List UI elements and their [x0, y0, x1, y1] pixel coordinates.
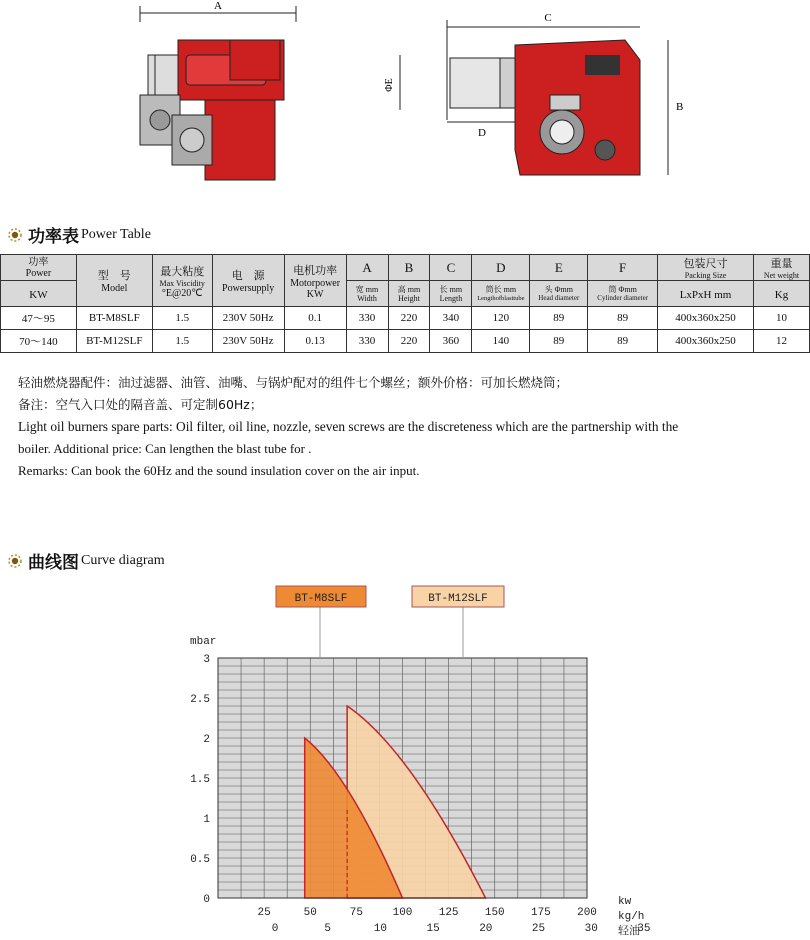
y-tick-label: 3 — [203, 654, 210, 666]
table-cell: 220 — [388, 307, 430, 330]
header-viscosity: 最大粘度 Max Viscidity °E@20℃ — [152, 255, 212, 307]
curve-title-zh: 曲线图 — [28, 553, 79, 573]
table-row — [1, 307, 810, 330]
power-table — [0, 254, 810, 353]
y-tick-label: 0.5 — [190, 854, 210, 866]
table-cell: 400x360x250 — [658, 330, 754, 353]
x-tick-kgh: 30 — [584, 923, 598, 935]
header-power-unit: KW — [1, 281, 77, 307]
header-model: 型 号 Model — [76, 255, 152, 307]
table-cell: 1.5 — [152, 307, 212, 330]
dim-a-label: A — [214, 0, 222, 12]
table-cell: 400x360x250 — [658, 307, 754, 330]
table-cell: 340 — [430, 307, 472, 330]
power-table-title — [8, 222, 151, 247]
y-tick-label: 1 — [203, 814, 210, 826]
header-e-sub: 头 Φmm Head diameter — [530, 281, 588, 307]
table-cell: 47～95 — [1, 307, 77, 330]
header-supply: 电 源 Powersupply — [212, 255, 284, 307]
x-tick-kw: 50 — [303, 907, 317, 919]
header-motor: 电机功率 Motorpower KW — [284, 255, 346, 307]
x-tick-kgh: 20 — [479, 923, 493, 935]
x-tick-kw: 100 — [392, 907, 413, 919]
x-tick-kw: 25 — [257, 907, 271, 919]
x-tick-kgh: 35 — [637, 923, 651, 935]
dim-phi-e-label: ΦE — [384, 78, 395, 92]
table-row — [1, 330, 810, 353]
note-en-3: Remarks: Can book the 60Hz and the sound insulation cover on the air input. — [18, 463, 420, 478]
burner-front-view — [384, 12, 683, 175]
header-weight: 重量 Net weight — [753, 255, 809, 281]
header-c-sub: 长 mm Length — [430, 281, 472, 307]
table-cell: 230V 50Hz — [212, 307, 284, 330]
table-cell: BT-M12SLF — [76, 330, 152, 353]
x-tick-kgh: 25 — [531, 923, 546, 935]
x-tick-kgh: 15 — [426, 923, 440, 935]
header-a: A — [346, 255, 388, 281]
table-cell: 360 — [430, 330, 472, 353]
note-zh-1: 轻油燃烧器配件：油过滤器、油管、油嘴、与锅炉配对的组件七个螺丝；额外价格：可加长燃烧筒； — [18, 375, 569, 390]
curve-chart — [0, 575, 810, 940]
y-tick-label: 1.5 — [190, 774, 210, 786]
table-cell: 120 — [472, 307, 530, 330]
legend-label-bt-m8slf: BT-M8SLF — [294, 593, 348, 605]
table-cell: 330 — [346, 307, 388, 330]
table-cell: 140 — [472, 330, 530, 353]
header-c: C — [430, 255, 472, 281]
table-cell: 70～140 — [1, 330, 77, 353]
table-cell: 89 — [530, 330, 588, 353]
header-power: 功率 Power — [1, 255, 77, 281]
dim-c-label: C — [544, 12, 552, 24]
x-tick-kw: 150 — [484, 907, 505, 919]
table-cell: 10 — [753, 307, 809, 330]
table-cell: 330 — [346, 330, 388, 353]
power-table-title-zh: 功率表 — [28, 227, 79, 247]
table-cell: 220 — [388, 330, 430, 353]
table-cell: 89 — [588, 330, 658, 353]
header-f-sub: 筒 Φmm Cylinder diameter — [588, 281, 658, 307]
x-axis-label-kw: kw — [618, 896, 632, 908]
y-axis-label: mbar — [190, 636, 217, 648]
dim-d-label: D — [478, 127, 486, 139]
dim-b-label: B — [676, 101, 684, 113]
table-cell: 1.5 — [152, 330, 212, 353]
curve-title-en: Curve diagram — [81, 552, 165, 568]
x-tick-kw: 75 — [349, 907, 363, 919]
legend-label-bt-m12slf: BT-M12SLF — [428, 593, 488, 605]
header-b-sub: 高 mm Height — [388, 281, 430, 307]
bullet-icon — [8, 554, 22, 568]
header-d-sub: 筒长 mm Lengthofblasttube — [472, 281, 530, 307]
note-zh-2: 备注：空气入口处的隔音盖、可定制60Hz； — [18, 397, 263, 412]
note-en-1: Light oil burners spare parts: Oil filter, oil line, nozzle, seven screws are the discreteness which are the partnership with the — [18, 419, 679, 434]
x-axis-label-fuel: 轻油 — [618, 926, 640, 938]
table-cell: 12 — [753, 330, 809, 353]
note-en-2: boiler. Additional price: Can lengthen the blast tube for . — [18, 441, 312, 456]
y-tick-label: 2.5 — [190, 694, 210, 706]
table-cell: 0.1 — [284, 307, 346, 330]
header-f: F — [588, 255, 658, 281]
table-cell: 89 — [530, 307, 588, 330]
x-tick-kgh: 0 — [271, 923, 279, 935]
table-cell: 230V 50Hz — [212, 330, 284, 353]
y-tick-label: 0 — [203, 894, 210, 906]
table-cell: 0.13 — [284, 330, 346, 353]
x-tick-kw: 200 — [577, 907, 597, 919]
x-tick-kw: 175 — [530, 907, 551, 919]
header-b: B — [388, 255, 430, 281]
table-cell: BT-M8SLF — [76, 307, 152, 330]
header-e: E — [530, 255, 588, 281]
burner-side-view — [140, 0, 296, 180]
bullet-icon — [8, 228, 22, 242]
header-packing-unit: LxPxH mm — [658, 281, 754, 307]
x-tick-kw: 125 — [438, 907, 459, 919]
burner-drawings — [0, 0, 810, 210]
table-cell: 89 — [588, 307, 658, 330]
power-table-title-en: Power Table — [81, 226, 151, 242]
header-packing: 包装尺寸 Packing Size — [658, 255, 754, 281]
spare-parts-notes — [18, 372, 678, 482]
x-axis-label-kgh: kg/h — [618, 911, 645, 923]
header-weight-unit: Kg — [753, 281, 809, 307]
curve-title — [8, 548, 165, 573]
header-d: D — [472, 255, 530, 281]
x-tick-kgh: 10 — [373, 923, 388, 935]
x-tick-kgh: 5 — [324, 923, 332, 935]
y-tick-label: 2 — [203, 734, 210, 746]
header-a-sub: 宽 mm Width — [346, 281, 388, 307]
